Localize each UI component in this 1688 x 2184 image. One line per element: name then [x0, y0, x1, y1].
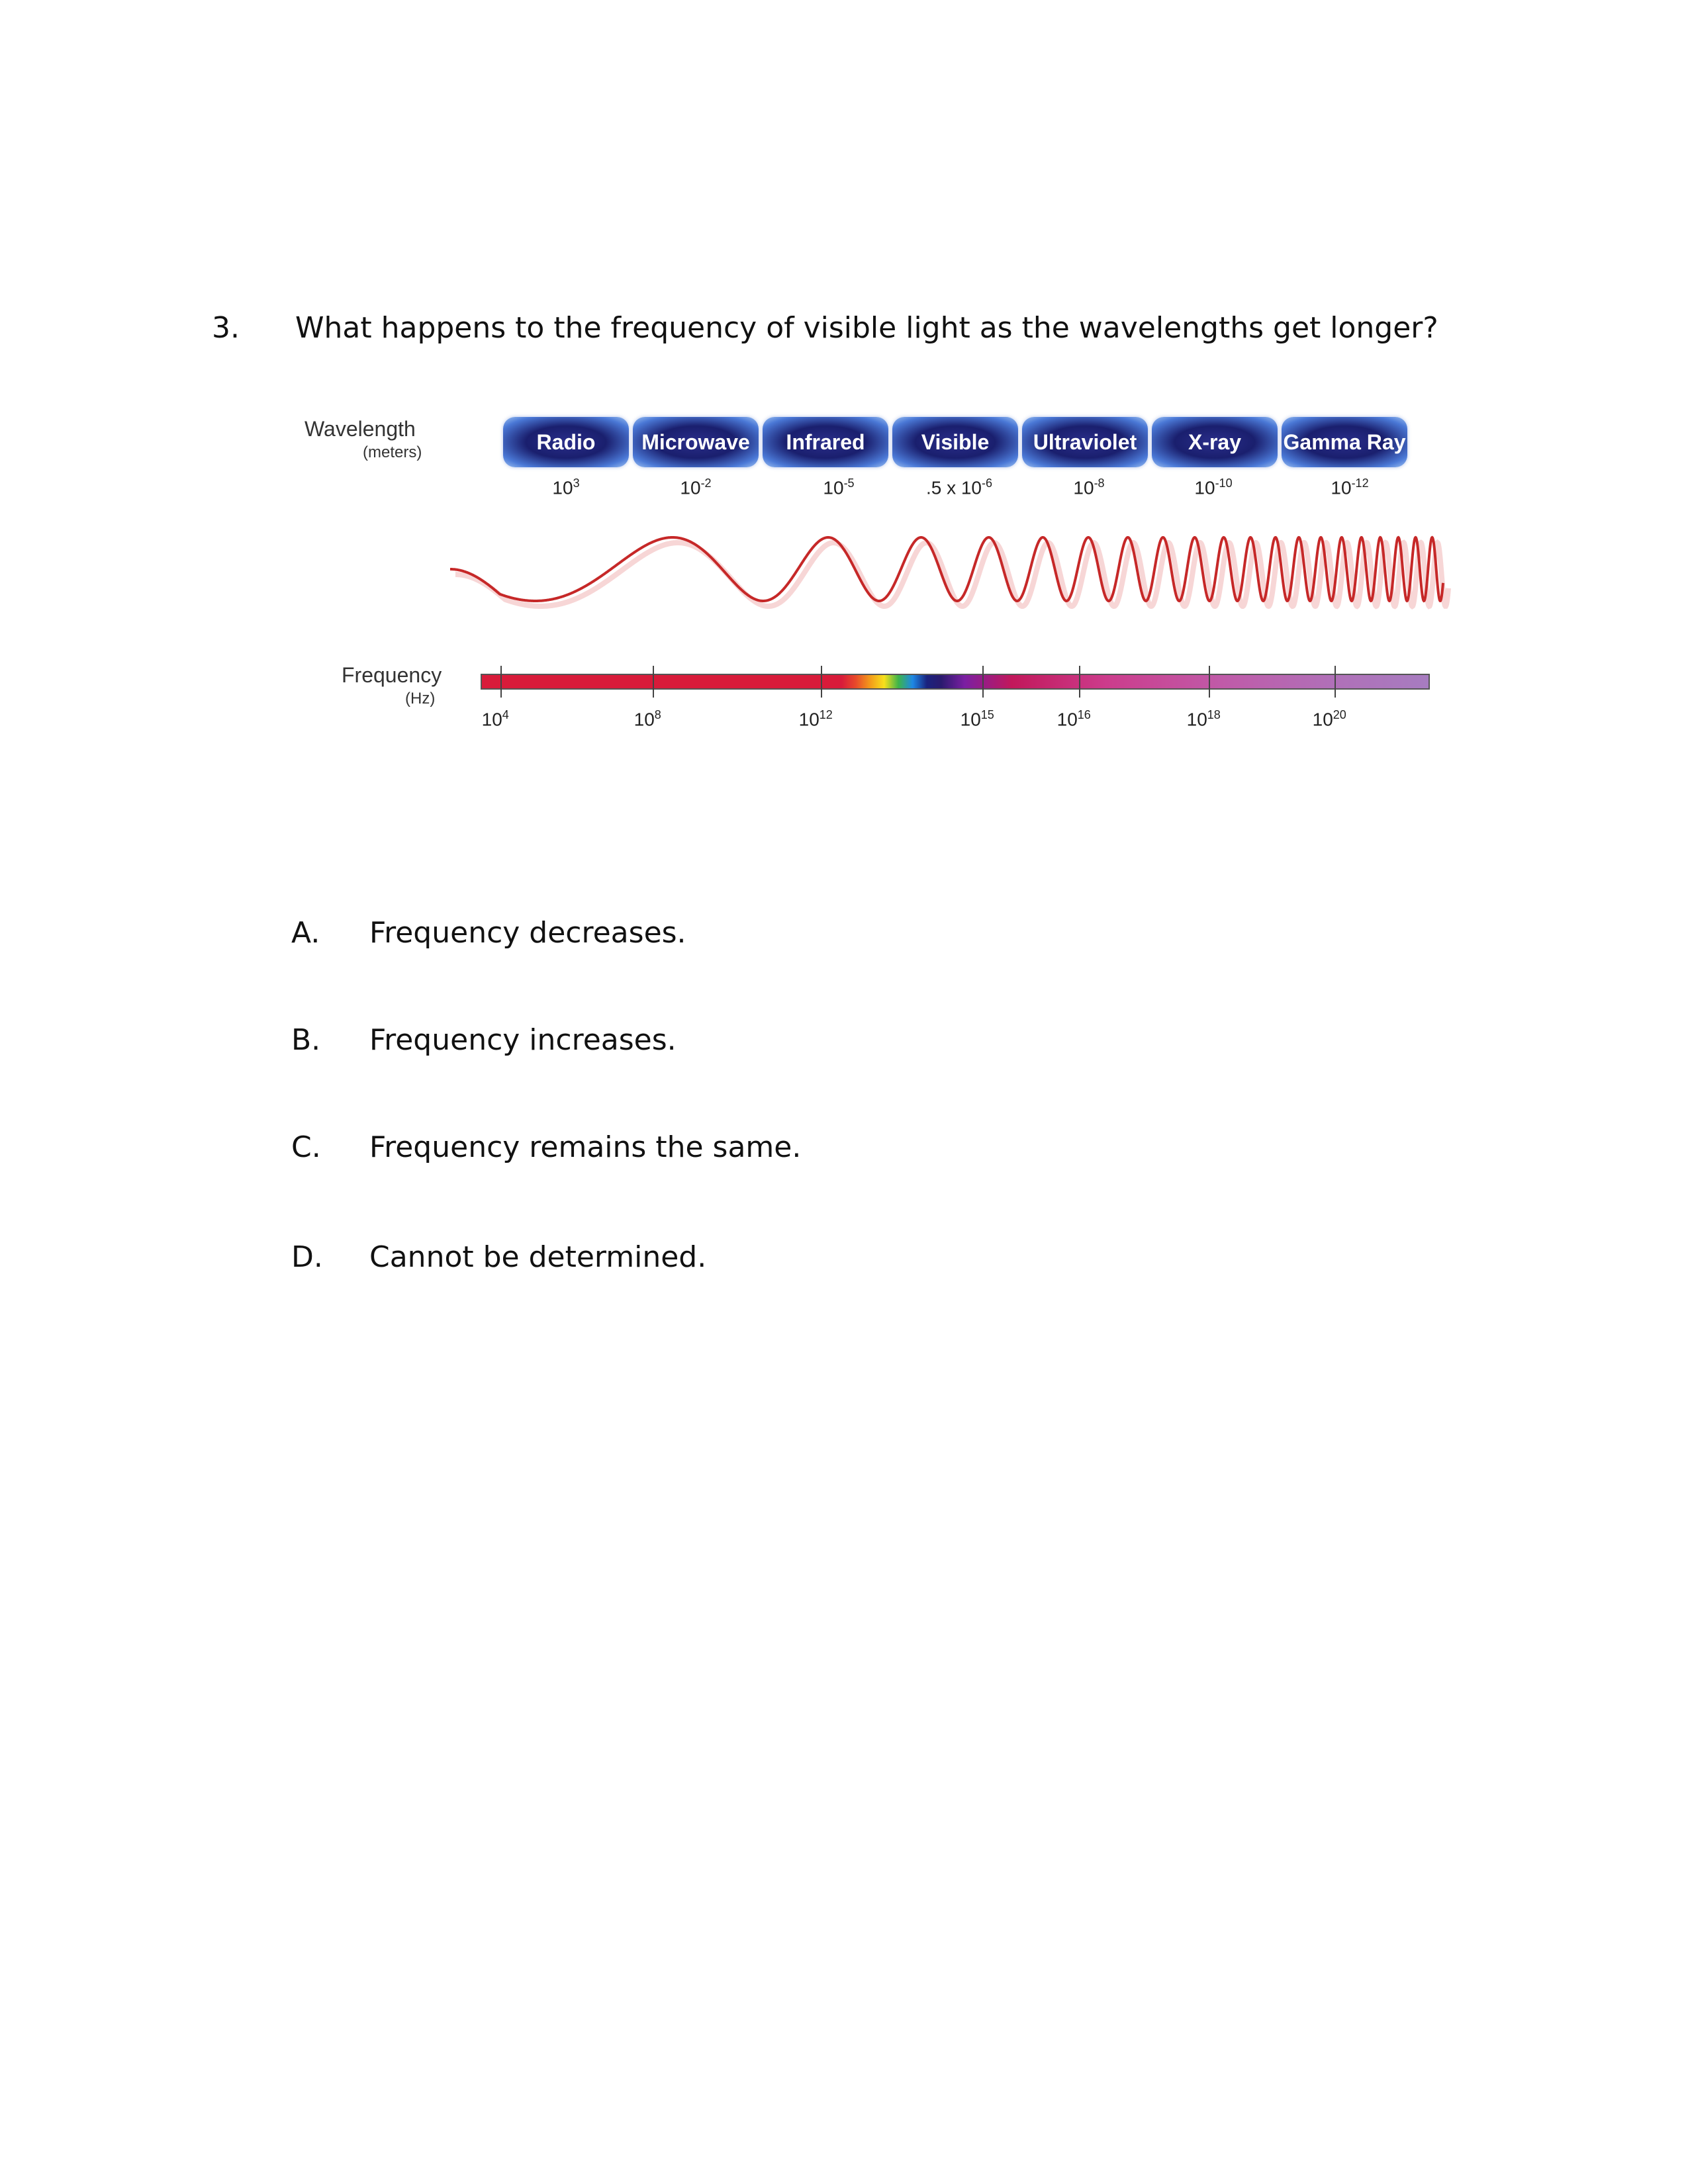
band-infrared: Infrared	[763, 417, 888, 467]
frequency-value: $10^4$	[481, 708, 509, 730]
frequency-tick	[653, 666, 654, 698]
wavelength-value: $10^{-12}$	[1331, 477, 1369, 498]
wavelength-label: Wavelength	[305, 417, 416, 441]
electromagnetic-spectrum-figure	[305, 404, 1456, 748]
frequency-value: $10^8$	[633, 708, 661, 730]
wavelength-value: $10^{-5}$	[823, 477, 855, 498]
wavelength-value: $10^{-8}$	[1073, 477, 1105, 498]
option-letter: C.	[291, 1130, 321, 1164]
wavelength-value: $10^3$	[552, 477, 580, 498]
band-ultraviolet: Ultraviolet	[1022, 417, 1148, 467]
frequency-value: $10^{18}$	[1186, 708, 1221, 730]
question-text: What happens to the frequency of visible light as the wavelengths get longer?	[295, 311, 1438, 345]
frequency-label: Frequency	[342, 663, 442, 687]
option-text: Frequency decreases.	[369, 916, 686, 950]
frequency-tick	[982, 666, 984, 698]
band-gamma-ray: Gamma Ray	[1282, 417, 1407, 467]
option-text: Cannot be determined.	[369, 1240, 707, 1274]
band-x-ray: X-ray	[1152, 417, 1278, 467]
frequency-tick	[1335, 666, 1336, 698]
option-letter: B.	[291, 1023, 321, 1057]
frequency-unit: (Hz)	[405, 690, 436, 707]
frequency-value: $10^{12}$	[798, 708, 833, 730]
frequency-value: $10^{20}$	[1312, 708, 1346, 730]
frequency-tick	[821, 666, 822, 698]
band-microwave: Microwave	[633, 417, 759, 467]
option-letter: A.	[291, 916, 320, 950]
frequency-value: $10^{16}$	[1056, 708, 1091, 730]
frequency-value: $10^{15}$	[960, 708, 994, 730]
frequency-tick	[500, 666, 502, 698]
question-number: 3.	[212, 311, 240, 345]
band-radio: Radio	[503, 417, 629, 467]
frequency-tick	[1209, 666, 1210, 698]
wavelength-value: .5 x $10^{-6}$	[925, 477, 993, 498]
wavelength-value: $10^{-2}$	[680, 477, 712, 498]
frequency-bar	[481, 674, 1430, 690]
spectrum-bands	[503, 417, 1407, 467]
frequency-tick	[1079, 666, 1080, 698]
wavelength-values	[503, 477, 1456, 510]
band-visible: Visible	[892, 417, 1018, 467]
wavelength-unit: (meters)	[363, 443, 422, 461]
option-letter: D.	[291, 1240, 323, 1274]
option-text: Frequency increases.	[369, 1023, 677, 1057]
option-text: Frequency remains the same.	[369, 1130, 802, 1164]
wave-graphic	[437, 516, 1456, 622]
wavelength-value: $10^{-10}$	[1194, 477, 1233, 498]
